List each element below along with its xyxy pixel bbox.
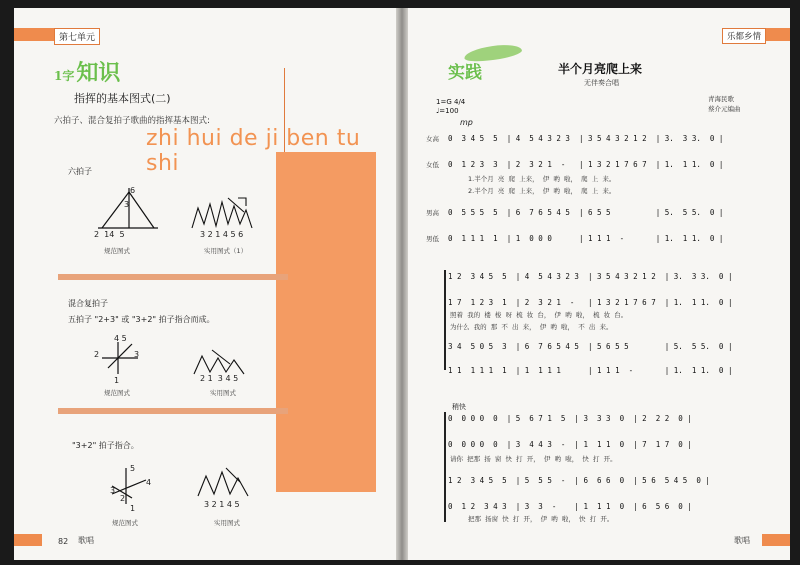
separator-bar [58,274,288,280]
lyric-line: 请你 把那 扬 窗 快 打 开， 伊 哟 啦， 快 打 开。 [450,455,617,463]
section-mark: 1字 [54,69,75,83]
decorative-block [276,152,376,492]
voice-alto: 女低 [426,161,439,169]
voice-tenor: 男高 [426,209,439,217]
footer-bar [762,534,790,546]
tempo-block [436,98,465,116]
section-heading: 实践 [448,63,482,83]
left-page [14,8,396,560]
six-beat-label: 六拍子 [68,167,92,176]
lyric-line: 照着 我的 楼 梭 呀 梳 妆 台， 伊 哟 啦， 梳 妆 台。 [450,311,628,319]
system-bracket [444,270,446,370]
voice-bass: 男低 [426,235,439,243]
three-two-actual-diagram [194,466,254,500]
book-gutter [396,8,408,560]
separator-bar-2 [58,408,288,414]
score-row: 0 3 4 5 5 | 4 5 4 3 2 3 | 3 5 4 3 2 1 2 | 3. 3 3. 0 | [448,134,724,143]
right-page [408,8,790,560]
lyric-line: 把那 扬窗 快 打 开， 伊 哟 啦， 快 打 开。 [468,515,614,523]
t2-num-2: 2 [120,494,126,503]
pinyin-heading: zhi hui de ji ben tu shi [146,126,361,176]
score-row: 0 1 2 3 4 3 | 3 3 - | 1 1 1 0 | 6 5 6 0 | [448,502,692,511]
score-row: 1 2 3 4 5 5 | 4 5 4 3 2 3 | 3 5 4 3 2 1 2 | 3. 3 3. 0 | [448,272,733,281]
score-row: 0 5 5 5 5 | 6 7 6 5 4 5 | 6 5 5 | 5. 5 5. 0 | [448,208,724,217]
five-num-3: 3 [134,350,140,359]
time-signature: 4/4 [453,98,466,106]
score-row: 0 1 1 1 1 | 1 0 0 0 | 1 1 1 - | 1. 1 1. 0 | [448,234,724,243]
page-number: 82 [58,537,69,546]
t2-num-3: 3 [110,486,116,495]
section-label: 知识 [76,60,121,86]
six-actual-nums: 3 2 1 4 5 6 [200,230,244,239]
five-beat-basic-diagram [98,338,148,378]
song-title: 半个月亮爬上来 [558,62,643,76]
key-signature: 1=G [436,98,452,106]
five-actual-caption: 实用图式 [210,389,236,397]
page-footer-label: 歌唱 [78,536,94,545]
score-row: 0 0 0 0 0 | 5 6 7 1 5 | 3 3 3 0 | 2 2 2 0 | [448,414,692,423]
dynamic-mark: mp [460,118,473,127]
six-beat-actual-diagram [188,194,258,234]
lesson-intro: 六拍子、混合复拍子歌曲的指挥基本图式: [54,116,210,126]
six-basic-caption: 规范图式 [104,247,130,255]
page-footer-label: 歌唱 [734,536,750,545]
five-num-top: 4 5 [114,334,127,343]
score-row: 3 4 5 0 5 3 | 6 7 6 5 4 5 | 5 6 5 5 | 5. 5 5. 0 | [448,342,733,351]
footer-bar [14,534,42,546]
score-row: 1 2 3 4 5 5 | 5 5 5 - | 6 6 6 0 | 5 6 5 4 5 0 | [448,476,710,485]
six-actual-caption: 实用图式（1） [204,247,248,255]
score-row: 0 1 2 3 3 | 2 3 2 1 - | 1 3 2 1 7 6 7 | 1. 1 1. 0 | [448,160,724,169]
five-actual-nums: 2 1 3 4 5 [200,374,239,383]
lyric-line: 为什么 我的 那 不 出 来， 伊 哟 啦， 不 出 来。 [450,323,613,331]
section-color-bar [766,28,790,41]
unit-color-bar [14,28,54,41]
six-num-top: 6 [130,186,136,195]
tempo-mark: ♩=100 [436,107,459,115]
song-subtitle: 无伴奏合唱 [584,79,619,87]
score-row: 1 7 1 2 3 1 | 2 3 2 1 - | 1 3 2 1 7 6 7 | 1. 1 1. 0 | [448,298,733,307]
t2-actual-caption: 实用图式 [214,519,240,527]
lyric-line: 1.半个月 亮 爬 上来， 伊 哟 啦， 爬 上 来。 [468,175,616,183]
t2-num-1: 1 [130,504,136,513]
section-heading [54,56,120,87]
t2-actual-nums: 3 2 1 4 5 [204,500,240,509]
section-tag: 乐都乡情 [722,28,766,44]
credit-arranger: 蔡介元编曲 [708,105,741,113]
six-num-3: 3 [124,200,130,209]
t2-num-4: 4 [146,478,152,487]
mixed-title: 混合复拍子 [68,299,108,308]
six-num-bottom: 2 14 5 [94,230,125,239]
system-bracket [444,412,446,522]
lyric-line: 2.半个月 亮 爬 上来， 伊 哟 啦， 爬 上 来。 [468,187,616,195]
five-num-1: 1 [114,376,120,385]
lesson-title: 指挥的基本图式(二) [74,92,171,105]
score-row: 0 0 0 0 0 | 3 4 4 3 - | 1 1 1 0 | 7 1 7 0 | [448,440,692,449]
voice-soprano: 女高 [426,135,439,143]
unit-label: 第七单元 [54,28,100,45]
score-row: 1 1 1 1 1 1 | 1 1 1 1 | 1 1 1 - | 1. 1 1. 0 | [448,366,733,375]
five-num-2: 2 [94,350,100,359]
mixed-description: 五拍子 "2+3" 或 "3+2" 拍子指合而成。 [68,315,215,324]
t2-num-5: 5 [130,464,136,473]
tempo-change: 稍快 [452,403,466,411]
credit-origin: 青海民歌 [708,95,734,103]
five-basic-caption: 规范图式 [104,389,130,397]
three-two-label: "3+2" 拍子指合。 [72,441,139,450]
t2-basic-caption: 规范图式 [112,519,138,527]
textbook-spread [14,8,790,560]
